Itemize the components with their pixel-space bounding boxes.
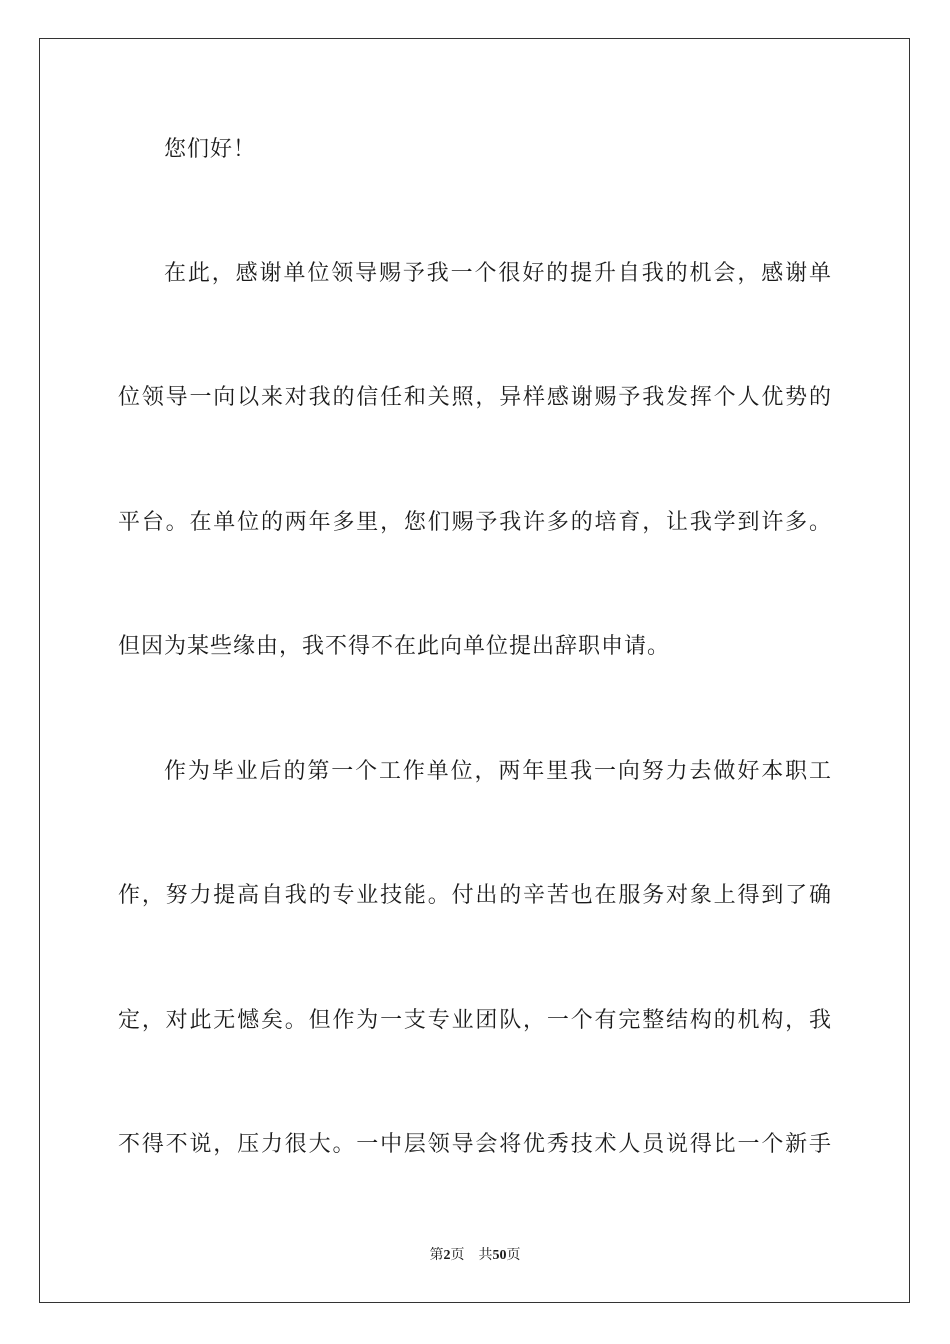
paragraph-1-line-2: 位领导一向以来对我的信任和关照，异样感谢赐予我发挥个人优势的: [118, 385, 832, 410]
footer-page-suffix: 页: [450, 1247, 465, 1263]
paragraph-2-line-3: 定，对此无憾矣。但作为一支专业团队，一个有完整结构的机构，我: [118, 1008, 832, 1033]
footer-total-suffix: 页: [506, 1247, 521, 1263]
paragraph-2-line-1: 作为毕业后的第一个工作单位，两年里我一向努力去做好本职工: [164, 759, 832, 784]
greeting-line: 您们好！: [164, 137, 257, 162]
page-footer: [0, 1246, 950, 1265]
footer-total-prefix: 共: [478, 1247, 493, 1263]
paragraph-2-line-2: 作，努力提高自我的专业技能。付出的辛苦也在服务对象上得到了确: [118, 883, 832, 908]
paragraph-1-line-1: 在此，感谢单位领导赐予我一个很好的提升自我的机会，感谢单: [164, 261, 832, 286]
paragraph-1-line-4: 但因为某些缘由，我不得不在此向单位提出辞职申请。: [118, 634, 671, 659]
paragraph-1-line-3: 平台。在单位的两年多里，您们赐予我许多的培育，让我学到许多。: [118, 510, 832, 535]
footer-total-pages: 50: [492, 1248, 507, 1263]
footer-current-page: 2: [443, 1248, 451, 1263]
page-frame: [39, 38, 910, 1303]
paragraph-2-line-4: 不得不说，压力很大。一中层领导会将优秀技术人员说得比一个新手: [118, 1132, 832, 1157]
footer-page-prefix: 第: [429, 1247, 444, 1263]
